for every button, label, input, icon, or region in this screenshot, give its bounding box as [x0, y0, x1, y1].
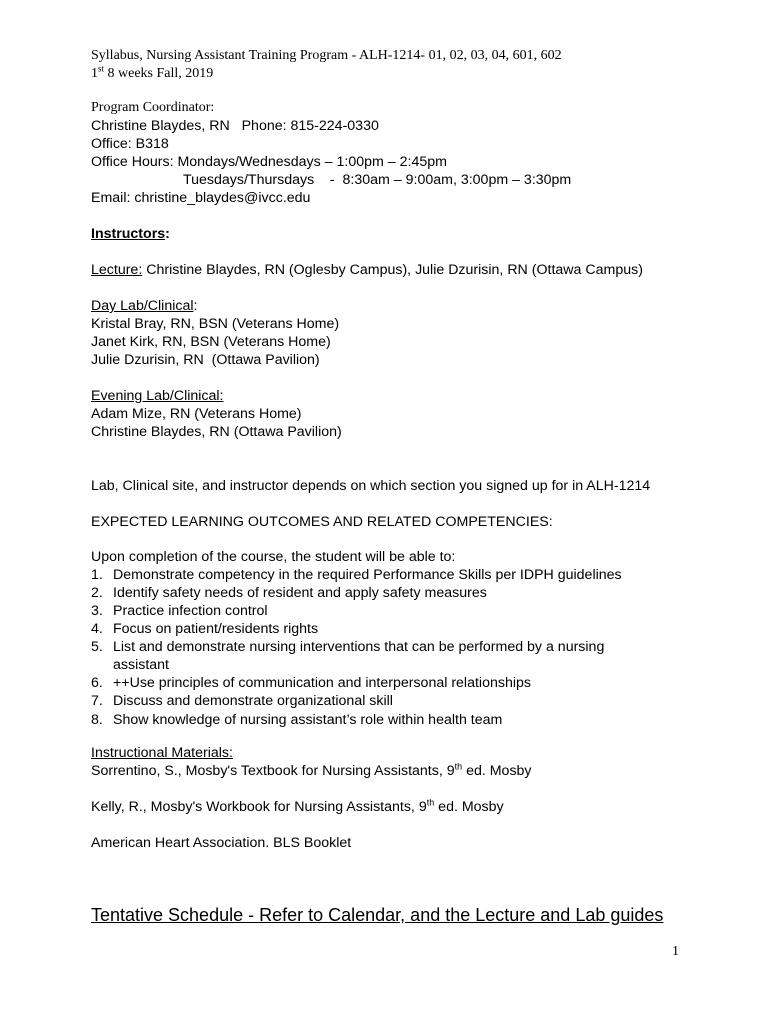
- outcome-item: [91, 602, 268, 620]
- coordinator-email: Email: christine_blaydes@ivcc.edu: [91, 190, 311, 206]
- edition-ordinal: th: [426, 797, 435, 808]
- term-text: 8 weeks Fall, 2019: [104, 66, 214, 81]
- day-lab-instructor: Kristal Bray, RN, BSN (Veterans Home): [91, 316, 340, 332]
- coordinator-hours-mw: Office Hours: Mondays/Wednesdays – 1:00pm – 2:45pm: [91, 154, 447, 170]
- workbook-citation: Kelly, R., Mosby's Workbook for Nursing Assistants, 9: [91, 799, 427, 815]
- outcome-text: Practice infection control: [113, 603, 268, 619]
- syllabus-title: Syllabus, Nursing Assistant Training Program - ALH-1214- 01, 02, 03, 04, 601, 602: [91, 48, 562, 63]
- outcome-item: [91, 674, 531, 692]
- lecture-label: Lecture:: [91, 262, 143, 278]
- outcome-item: [91, 566, 622, 584]
- outcome-text: Focus on patient/residents rights: [113, 621, 319, 637]
- evening-lab-instructor: Christine Blaydes, RN (Ottawa Pavilion): [91, 424, 342, 440]
- outcome-number: 2.: [91, 585, 103, 601]
- outcome-item: [91, 692, 393, 710]
- materials-heading: Instructional Materials:: [91, 745, 233, 761]
- coordinator-hours-tt: Tuesdays/Thursdays - 8:30am – 9:00am, 3:00pm – 3:30pm: [183, 172, 572, 188]
- section-note: Lab, Clinical site, and instructor depends on which section you signed up for in ALH-1214: [91, 478, 651, 494]
- outcome-text: List and demonstrate nursing interventions that can be performed by a nursing: [113, 639, 605, 655]
- outcome-text: ++Use principles of communication and interpersonal relationships: [113, 675, 531, 691]
- outcome-item: [91, 620, 318, 638]
- outcome-item: [91, 711, 502, 729]
- textbook-entry: [91, 762, 532, 780]
- outcome-number: 1.: [91, 567, 103, 583]
- outcome-number: 5.: [91, 639, 103, 655]
- outcome-number: 6.: [91, 675, 103, 691]
- evening-lab-instructor: Adam Mize, RN (Veterans Home): [91, 406, 302, 422]
- outcomes-intro: Upon completion of the course, the student will be able to:: [91, 549, 456, 565]
- textbook-publisher: ed. Mosby: [462, 763, 532, 779]
- coordinator-office: Office: B318: [91, 136, 169, 152]
- textbook-citation: Sorrentino, S., Mosby's Textbook for Nursing Assistants, 9: [91, 763, 455, 779]
- instructors-heading: [91, 225, 170, 243]
- bls-booklet-entry: American Heart Association. BLS Booklet: [91, 835, 352, 851]
- outcome-number: 7.: [91, 693, 103, 709]
- workbook-entry: [91, 798, 504, 816]
- outcome-item-continuation: assistant: [113, 657, 169, 673]
- day-lab-label: Day Lab/Clinical: [91, 298, 194, 314]
- instructors-heading-colon: :: [165, 226, 170, 242]
- outcome-number: 8.: [91, 712, 103, 728]
- outcome-item: [91, 584, 487, 602]
- outcome-text: Show knowledge of nursing assistant’s role within health team: [113, 712, 503, 728]
- term-line: [91, 65, 213, 83]
- lecture-text: Christine Blaydes, RN (Oglesby Campus), Julie Dzurisin, RN (Ottawa Campus): [142, 262, 643, 278]
- edition-ordinal: th: [454, 761, 463, 772]
- evening-lab-heading: Evening Lab/Clinical:: [91, 388, 224, 404]
- outcome-number: 3.: [91, 603, 103, 619]
- outcomes-heading: EXPECTED LEARNING OUTCOMES AND RELATED COMPETENCIES:: [91, 514, 553, 530]
- coordinator-name-phone: Christine Blaydes, RN Phone: 815-224-0330: [91, 118, 379, 134]
- workbook-publisher: ed. Mosby: [434, 799, 504, 815]
- outcome-number: 4.: [91, 621, 103, 637]
- day-lab-colon: :: [193, 298, 198, 314]
- day-lab-heading: [91, 297, 197, 315]
- term-ordinal: st: [98, 63, 105, 74]
- day-lab-instructor: Julie Dzurisin, RN (Ottawa Pavilion): [91, 352, 320, 368]
- term-number: 1: [91, 66, 98, 81]
- outcome-item: [91, 638, 604, 656]
- outcome-text: Identify safety needs of resident and apply safety measures: [113, 585, 487, 601]
- coordinator-label: Program Coordinator:: [91, 100, 215, 115]
- outcome-text: Discuss and demonstrate organizational skill: [113, 693, 393, 709]
- page-number: 1: [672, 944, 679, 959]
- lecture-line: [91, 261, 643, 279]
- outcome-text: Demonstrate competency in the required Performance Skills per IDPH guidelines: [113, 567, 622, 583]
- day-lab-instructor: Janet Kirk, RN, BSN (Veterans Home): [91, 334, 331, 350]
- schedule-heading: Tentative Schedule - Refer to Calendar, and the Lecture and Lab guides: [91, 905, 664, 925]
- instructors-heading-text: Instructors: [91, 226, 166, 242]
